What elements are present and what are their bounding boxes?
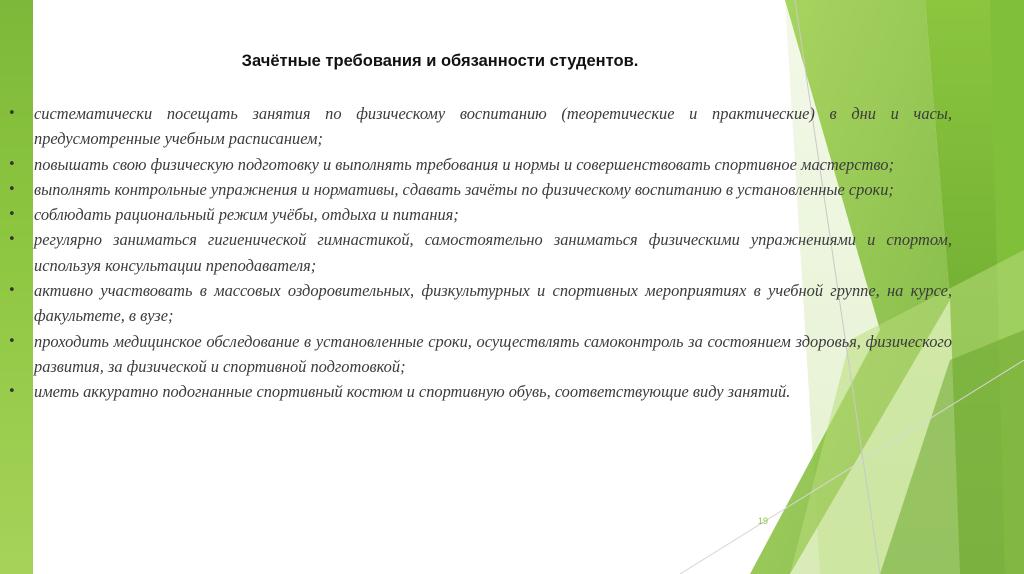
bullet-icon: • <box>8 384 16 400</box>
requirements-list <box>8 101 952 405</box>
list-item <box>8 379 952 404</box>
bullet-icon: • <box>8 283 16 299</box>
list-item-text: иметь аккуратно подогнанные спортивный костюм и спортивную обувь, соответствующие виду занятий. <box>34 382 791 402</box>
bullet-icon: • <box>8 106 16 121</box>
list-item <box>8 177 952 202</box>
list-item <box>8 152 952 177</box>
list-item-text: регулярно заниматься гигиенической гимнастикой, самостоятельно заниматься физическими упражнениями и спортом, используя консультации преподавателя; <box>34 230 952 275</box>
list-item <box>8 202 952 227</box>
page-number: 19 <box>758 516 769 526</box>
list-item-text: активно участвовать в массовых оздоровительных, физкультурных и спортивных мероприятиях в учебной группе, на курсе, факультете, в вузе; <box>34 281 952 326</box>
list-item <box>8 101 952 152</box>
bullet-icon: • <box>8 156 16 172</box>
slide-title: Зачётные требования и обязанности студентов. <box>241 52 639 70</box>
list-item <box>8 329 952 380</box>
bullet-icon: • <box>8 232 16 248</box>
bullet-icon: • <box>8 333 16 349</box>
bullet-icon: • <box>8 207 16 223</box>
list-item <box>8 227 952 278</box>
list-item <box>8 278 952 329</box>
list-item-text: систематически посещать занятия по физическому воспитанию (теоретические и практические) в дни и часы, предусмотренные учебным расписанием; <box>34 104 952 149</box>
bullet-icon: • <box>8 181 16 197</box>
list-item-text: выполнять контрольные упражнения и нормативы, сдавать зачёты по физическому воспитанию в установленные сроки; <box>34 179 894 199</box>
list-item-text: повышать свою физическую подготовку и выполнять требования и нормы и совершенствовать спортивное мастерство; <box>34 154 894 174</box>
list-item-text: соблюдать рациональный режим учёбы, отдыха и питания; <box>34 205 459 225</box>
list-item-text: проходить медицинское обследование в установленные сроки, осуществлять самоконтроль за состоянием здоровья, физического развития, за физической и спортивной подготовкой; <box>34 331 952 376</box>
